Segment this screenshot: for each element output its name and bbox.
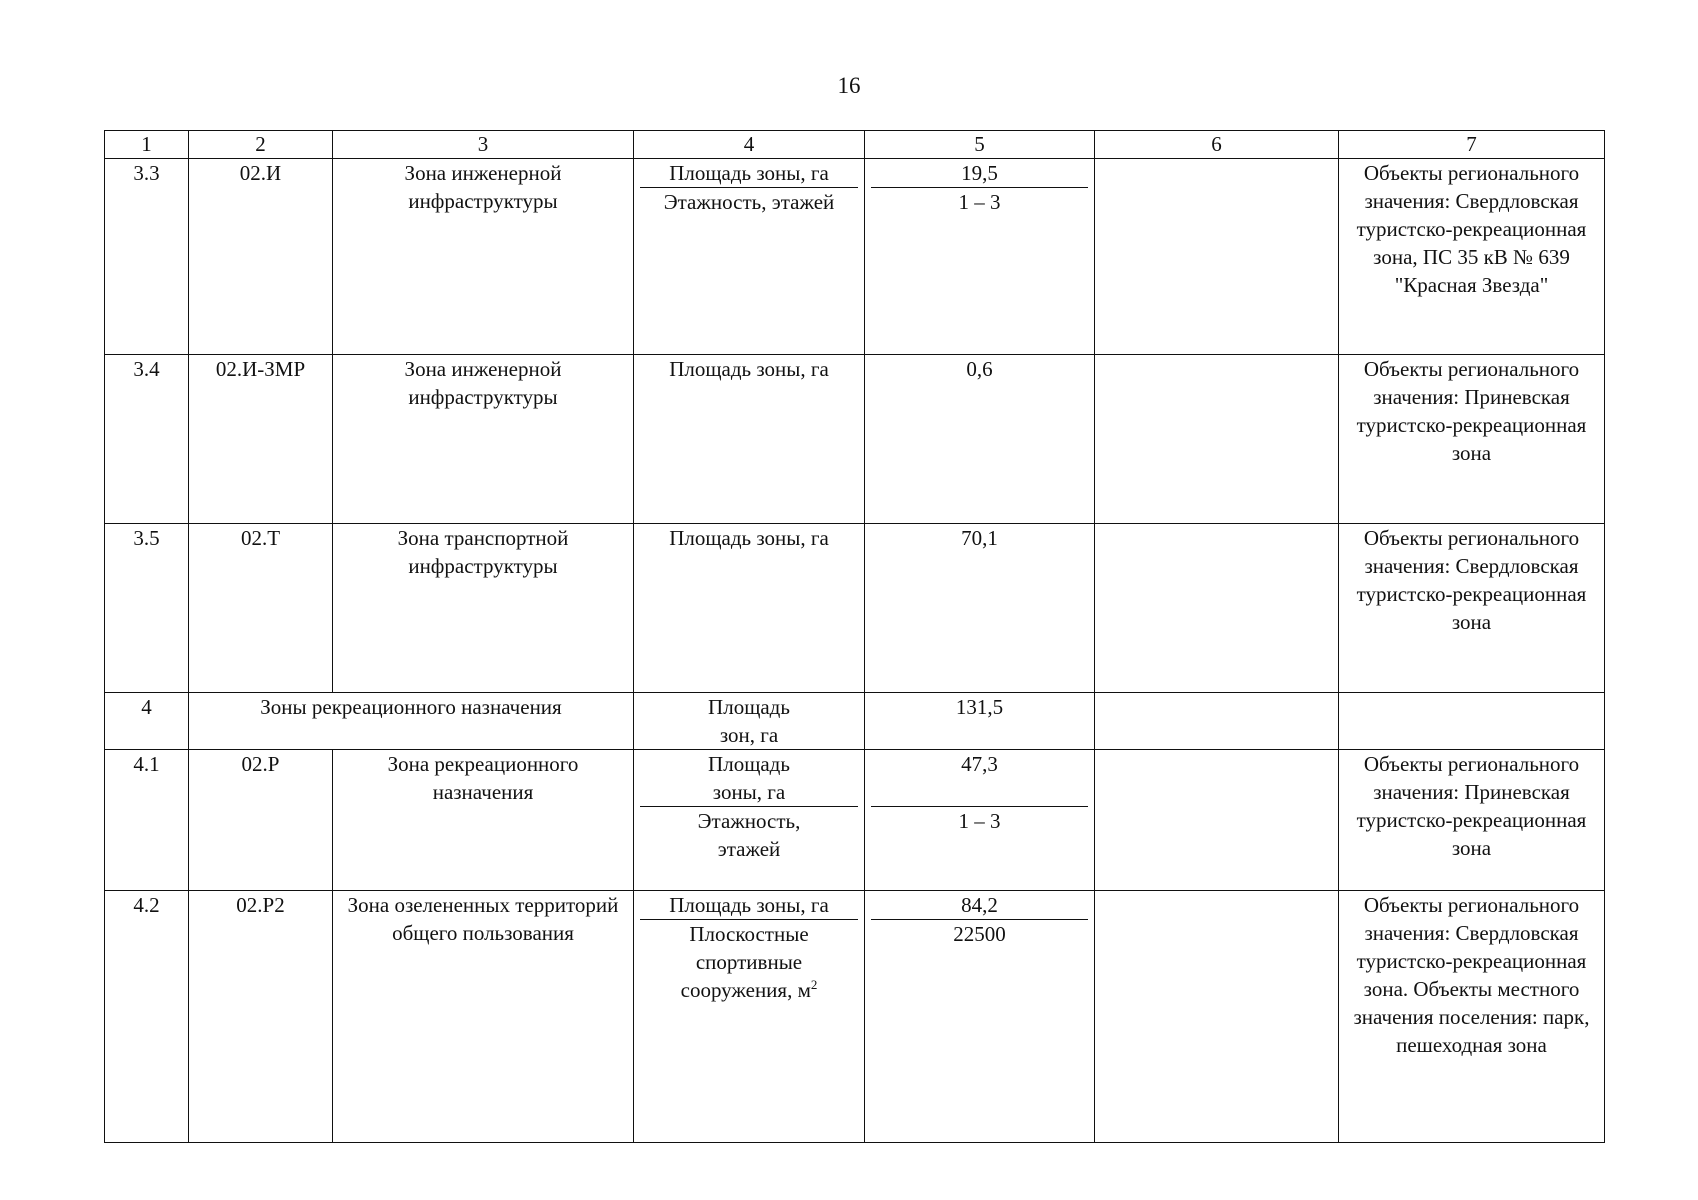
table-row [105, 159, 1605, 355]
parameter-name: Этажность, этажей [640, 807, 858, 864]
unit-superscript: 2 [810, 977, 818, 992]
parameter-value: 1 – 3 [871, 807, 1088, 836]
row-number: 3.5 [105, 524, 189, 693]
parameter-name: Площадь зоны, га [634, 524, 865, 693]
parameter-cell [634, 159, 865, 355]
zone-code: 02.Р2 [189, 891, 333, 1143]
table-row [105, 693, 1605, 750]
value-cell [865, 750, 1095, 891]
zones-table [104, 130, 1605, 1143]
table-row [105, 891, 1605, 1143]
parameter-name: Площадь зоны, га [634, 355, 865, 524]
value-cell [865, 891, 1095, 1143]
column-header: 2 [189, 131, 333, 159]
row-number: 4 [105, 693, 189, 750]
parameter-name: Площадь зон, га [634, 693, 865, 750]
parameter-value: 70,1 [865, 524, 1095, 693]
empty-cell [1095, 891, 1339, 1143]
empty-cell [1095, 750, 1339, 891]
parameter-cell [634, 750, 865, 891]
empty-cell [1095, 159, 1339, 355]
parameter-cell [634, 891, 865, 1143]
row-number: 3.3 [105, 159, 189, 355]
column-number-row [105, 131, 1605, 159]
table-row [105, 355, 1605, 524]
zone-code: 02.И-ЗМР [189, 355, 333, 524]
objects-text: Объекты регионального значения: Приневская туристско-рекреационная зона [1339, 355, 1605, 524]
empty-cell [1095, 355, 1339, 524]
value-cell [865, 159, 1095, 355]
objects-text: Объекты регионального значения: Свердловская туристско-рекреационная зона. Объекты местного значения поселения: парк, пешеходная зона [1339, 891, 1605, 1143]
column-header: 7 [1339, 131, 1605, 159]
objects-text [1339, 693, 1605, 750]
column-header: 3 [333, 131, 634, 159]
zone-name: Зона инженерной инфраструктуры [333, 159, 634, 355]
table-row [105, 524, 1605, 693]
parameter-name-with-unit [640, 920, 858, 1005]
zone-name: Зона инженерной инфраструктуры [333, 355, 634, 524]
empty-cell [1095, 524, 1339, 693]
parameter-value: 19,5 [961, 161, 998, 185]
column-header: 6 [1095, 131, 1339, 159]
row-number: 4.1 [105, 750, 189, 891]
objects-text: Объекты регионального значения: Свердловская туристско-рекреационная зона [1339, 524, 1605, 693]
column-header: 4 [634, 131, 865, 159]
parameter-value: 47,3 [961, 752, 998, 776]
objects-text: Объекты регионального значения: Приневская туристско-рекреационная зона [1339, 750, 1605, 891]
parameter-value: 0,6 [865, 355, 1095, 524]
table-row [105, 750, 1605, 891]
parameter-value: 84,2 [961, 893, 998, 917]
parameter-value: 131,5 [865, 693, 1095, 750]
page-number: 16 [837, 73, 861, 98]
row-number: 3.4 [105, 355, 189, 524]
parameter-name: Плоскостные спортивные сооружения, м [680, 922, 811, 1002]
row-number: 4.2 [105, 891, 189, 1143]
zone-code: 02.Р [189, 750, 333, 891]
zone-name: Зона транспортной инфраструктуры [333, 524, 634, 693]
parameter-name: Площадь зоны, га [669, 893, 829, 917]
empty-cell [1095, 693, 1339, 750]
zone-name: Зона озелененных территорий общего пользования [333, 891, 634, 1143]
zone-name: Зона рекреационного назначения [333, 750, 634, 891]
group-name: Зоны рекреационного назначения [189, 693, 634, 750]
objects-text: Объекты регионального значения: Свердловская туристско-рекреационная зона, ПС 35 кВ № 639 "Красная Звезда" [1339, 159, 1605, 355]
parameter-name: Площадь зоны, га [708, 752, 790, 804]
parameter-value: 1 – 3 [871, 188, 1088, 217]
zone-code: 02.И [189, 159, 333, 355]
zone-code: 02.Т [189, 524, 333, 693]
parameter-name: Этажность, этажей [640, 188, 858, 217]
column-header: 1 [105, 131, 189, 159]
parameter-name: Площадь зоны, га [669, 161, 829, 185]
parameter-value: 22500 [871, 920, 1088, 949]
column-header: 5 [865, 131, 1095, 159]
